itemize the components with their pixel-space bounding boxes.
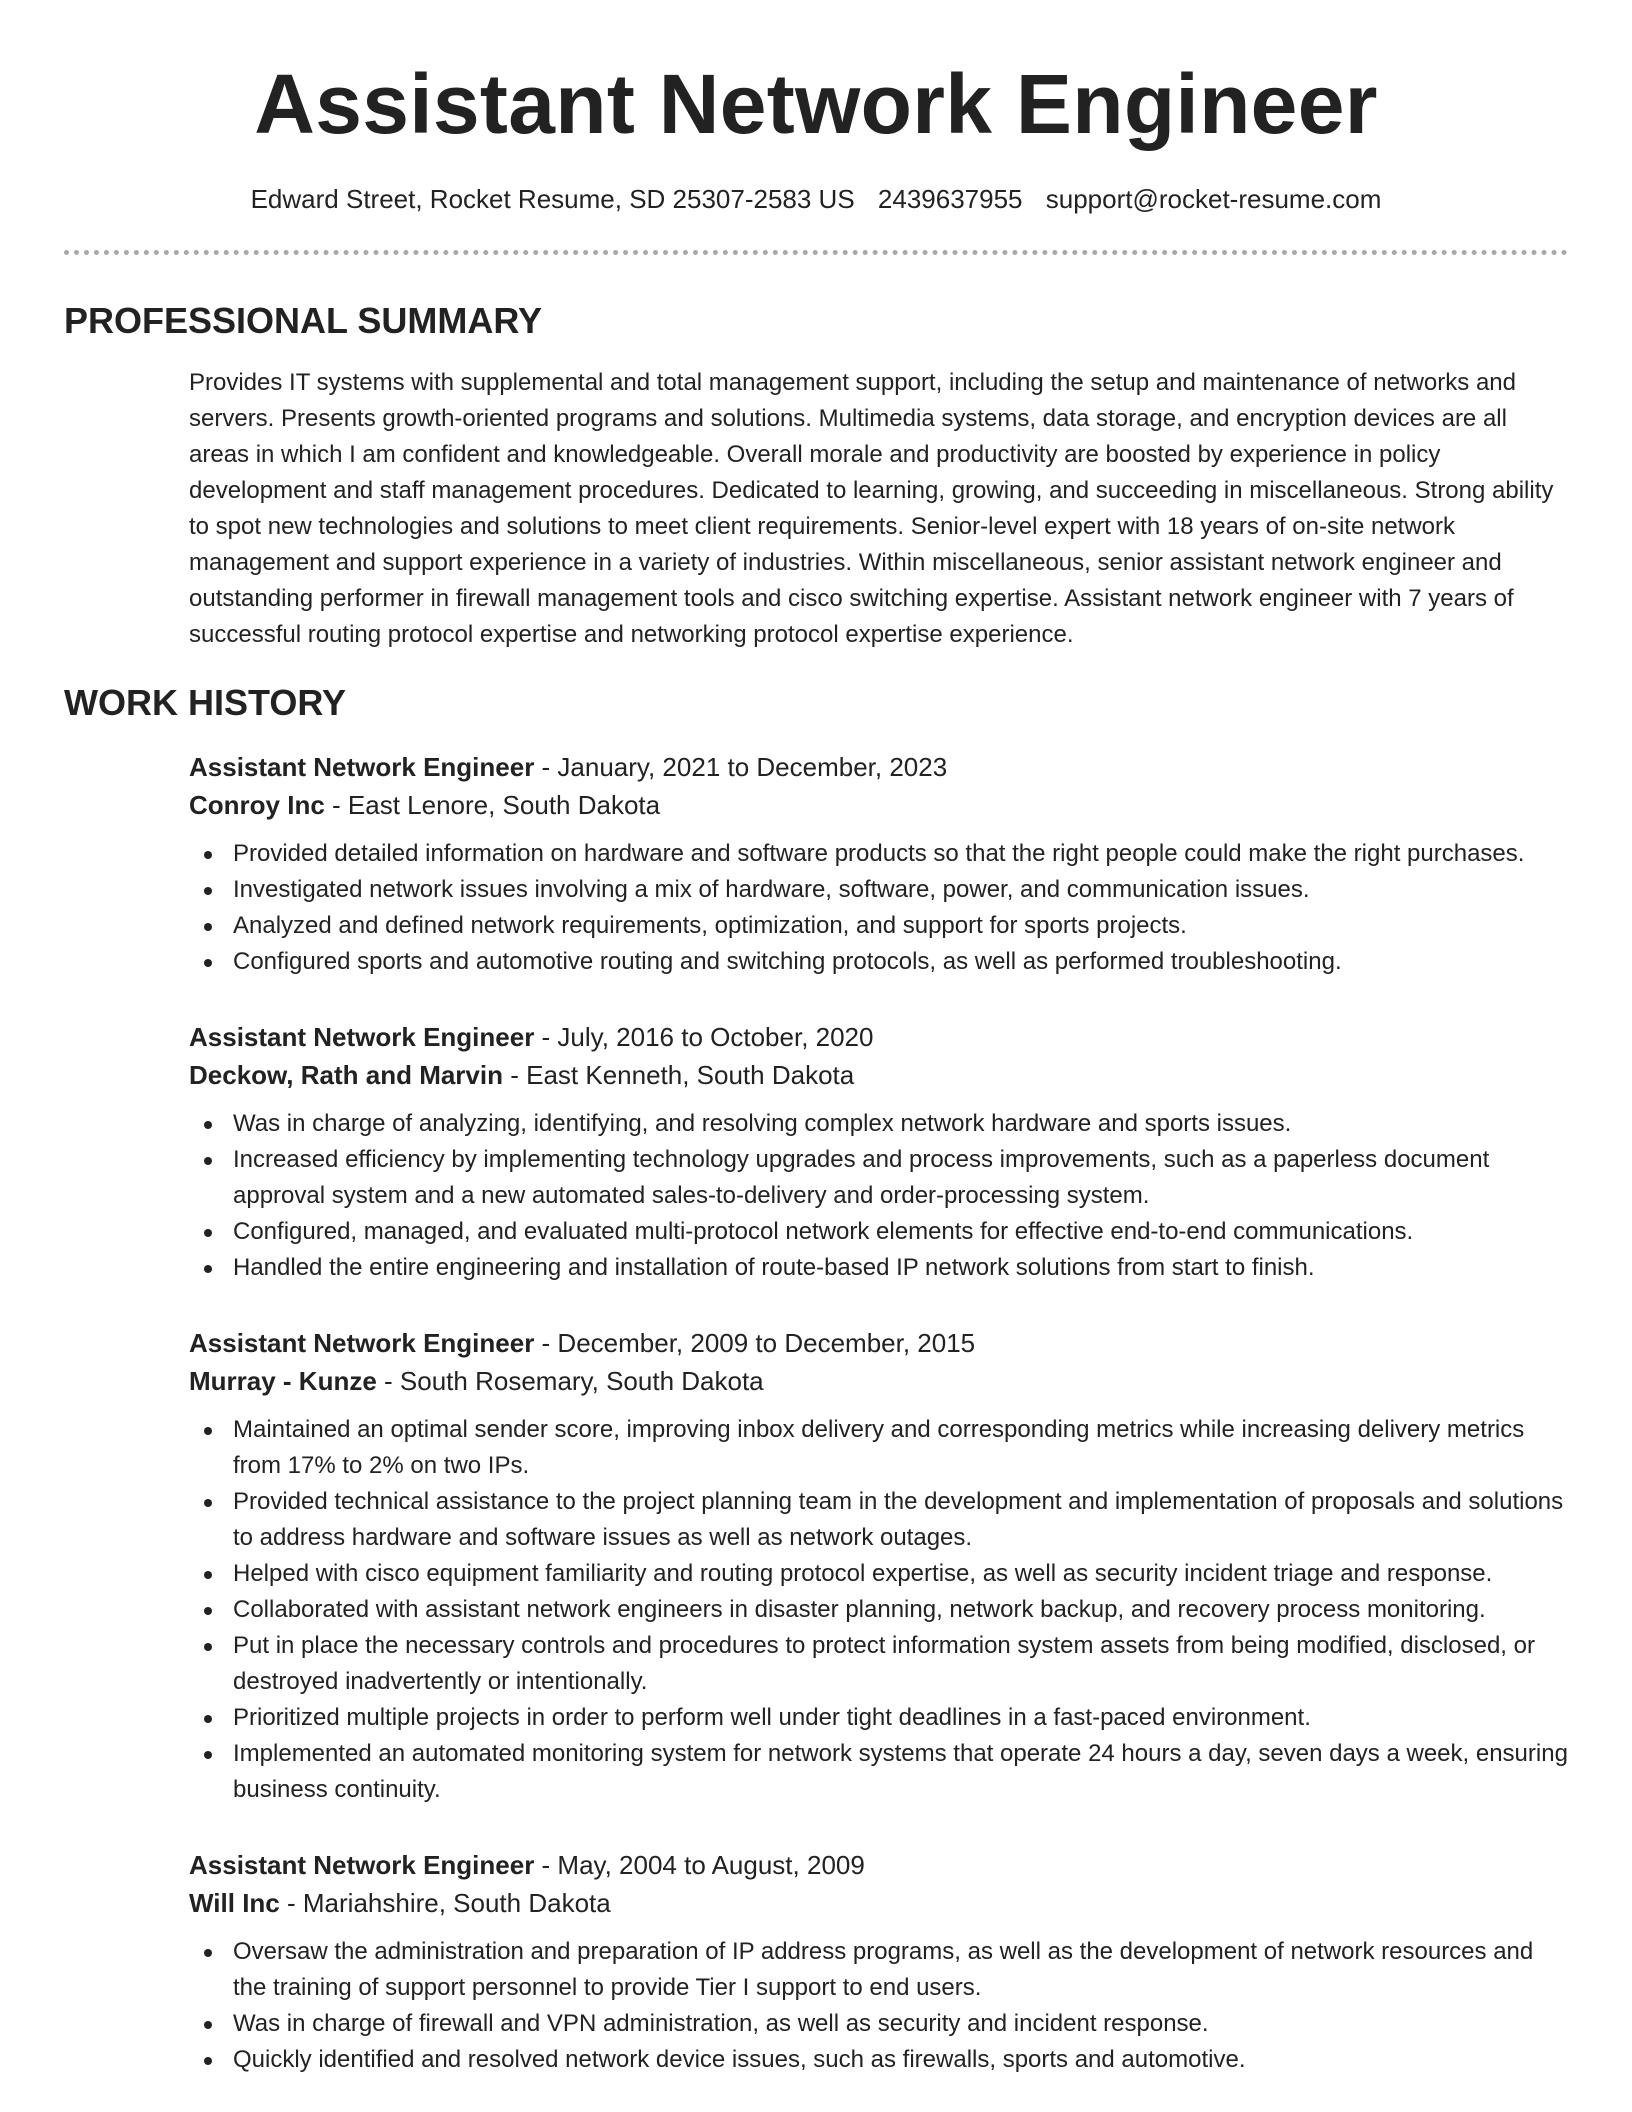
job-company-line xyxy=(189,1884,1569,1922)
job-company-line xyxy=(189,786,1569,824)
work-history-list xyxy=(189,748,1569,2112)
job-company-line xyxy=(189,1362,1569,1400)
job-bullet: Was in charge of firewall and VPN administration, as well as security and incident response. xyxy=(233,2006,1569,2042)
job-title: Assistant Network Engineer xyxy=(189,1850,535,1880)
job-entry xyxy=(189,1018,1569,1286)
job-dates: - January, 2021 to December, 2023 xyxy=(534,752,948,782)
job-dates: - May, 2004 to August, 2009 xyxy=(534,1850,865,1880)
job-bullet: Was in charge of analyzing, identifying, and resolving complex network hardware and sports issues. xyxy=(233,1106,1569,1142)
job-location: - East Kenneth, South Dakota xyxy=(503,1060,855,1090)
job-title: Assistant Network Engineer xyxy=(189,1328,535,1358)
job-title-line xyxy=(189,748,1569,786)
header-divider xyxy=(64,250,1568,255)
job-company-line xyxy=(189,1056,1569,1094)
job-bullet: Provided detailed information on hardware and software products so that the right people could make the right purchases. xyxy=(233,836,1569,872)
job-company: Murray - Kunze xyxy=(189,1366,377,1396)
job-title-line xyxy=(189,1018,1569,1056)
job-entry xyxy=(189,748,1569,980)
contact-phone: 2439637955 xyxy=(877,184,1023,214)
job-dates: - December, 2009 to December, 2015 xyxy=(534,1328,976,1358)
job-bullet: Analyzed and defined network requirements, optimization, and support for sports projects. xyxy=(233,908,1569,944)
job-bullet: Prioritized multiple projects in order to perform well under tight deadlines in a fast-paced environment. xyxy=(233,1700,1569,1736)
job-bullet-list xyxy=(189,1412,1569,1808)
job-company: Deckow, Rath and Marvin xyxy=(189,1060,503,1090)
summary-text: Provides IT systems with supplemental and total management support, including the setup and maintenance of networks and servers. Presents growth-oriented programs and solutions. Multimedia systems, data storage, and encryption devices are all areas in which I am confident and knowledgeable. Overall morale and productivity are boosted by experience in policy development and staff management procedures. Dedicated to learning, growing, and succeeding in miscellaneous. Strong ability to spot new technologies and solutions to meet client requirements. Senior-level expert with 18 years of on-site network management and support experience in a variety of industries. Within miscellaneous, senior assistant network engineer and outstanding performer in firewall management tools and cisco switching expertise. Assistant network engineer with 7 years of successful routing protocol expertise and networking protocol expertise experience. xyxy=(189,369,1554,648)
job-company: Will Inc xyxy=(189,1888,280,1918)
job-bullet: Implemented an automated monitoring system for network systems that operate 24 hours a day, seven days a week, ensuring business continuity. xyxy=(233,1736,1569,1808)
job-bullet: Quickly identified and resolved network device issues, such as firewalls, sports and automotive. xyxy=(233,2042,1569,2078)
job-bullet-list xyxy=(189,1934,1569,2078)
section-heading-summary: PROFESSIONAL SUMMARY xyxy=(64,300,543,341)
job-bullet: Investigated network issues involving a mix of hardware, software, power, and communication issues. xyxy=(233,872,1569,908)
job-bullet: Configured sports and automotive routing and switching protocols, as well as performed troubleshooting. xyxy=(233,944,1569,980)
job-location: - Mariahshire, South Dakota xyxy=(279,1888,611,1918)
job-bullet: Oversaw the administration and preparation of IP address programs, as well as the development of network resources and the training of support personnel to provide Tier I support to end users. xyxy=(233,1934,1569,2006)
job-bullet: Provided technical assistance to the project planning team in the development and implementation of proposals and solutions to address hardware and software issues as well as network outages. xyxy=(233,1484,1569,1556)
job-entry xyxy=(189,1846,1569,2078)
job-bullet: Handled the entire engineering and installation of route-based IP network solutions from start to finish. xyxy=(233,1250,1569,1286)
job-bullet: Put in place the necessary controls and procedures to protect information system assets from being modified, disclosed, or destroyed inadvertently or intentionally. xyxy=(233,1628,1569,1700)
job-entry xyxy=(189,1324,1569,1808)
job-bullet: Helped with cisco equipment familiarity and routing protocol expertise, as well as security incident triage and response. xyxy=(233,1556,1569,1592)
job-title-line xyxy=(189,1846,1569,1884)
job-company: Conroy Inc xyxy=(189,790,325,820)
job-dates: - July, 2016 to October, 2020 xyxy=(534,1022,874,1052)
job-title: Assistant Network Engineer xyxy=(189,1022,535,1052)
job-location: - South Rosemary, South Dakota xyxy=(376,1366,764,1396)
contact-line xyxy=(0,181,1632,217)
job-title-line xyxy=(189,1324,1569,1362)
job-title: Assistant Network Engineer xyxy=(189,752,535,782)
resume-title: Assistant Network Engineer xyxy=(254,57,1378,151)
job-bullet: Increased efficiency by implementing technology upgrades and process improvements, such as a paperless document approval system and a new automated sales-to-delivery and order-processing system. xyxy=(233,1142,1569,1214)
job-bullet-list xyxy=(189,1106,1569,1286)
contact-address: Edward Street, Rocket Resume, SD 25307-2583 US xyxy=(250,184,855,214)
job-bullet: Maintained an optimal sender score, improving inbox delivery and corresponding metrics while increasing delivery metrics from 17% to 2% on two IPs. xyxy=(233,1412,1569,1484)
job-bullet: Collaborated with assistant network engineers in disaster planning, network backup, and recovery process monitoring. xyxy=(233,1592,1569,1628)
job-bullet: Configured, managed, and evaluated multi-protocol network elements for effective end-to-end communications. xyxy=(233,1214,1569,1250)
contact-email: support@rocket-resume.com xyxy=(1045,184,1382,214)
job-location: - East Lenore, South Dakota xyxy=(324,790,661,820)
job-bullet-list xyxy=(189,836,1569,980)
section-heading-work-history: WORK HISTORY xyxy=(64,682,347,723)
